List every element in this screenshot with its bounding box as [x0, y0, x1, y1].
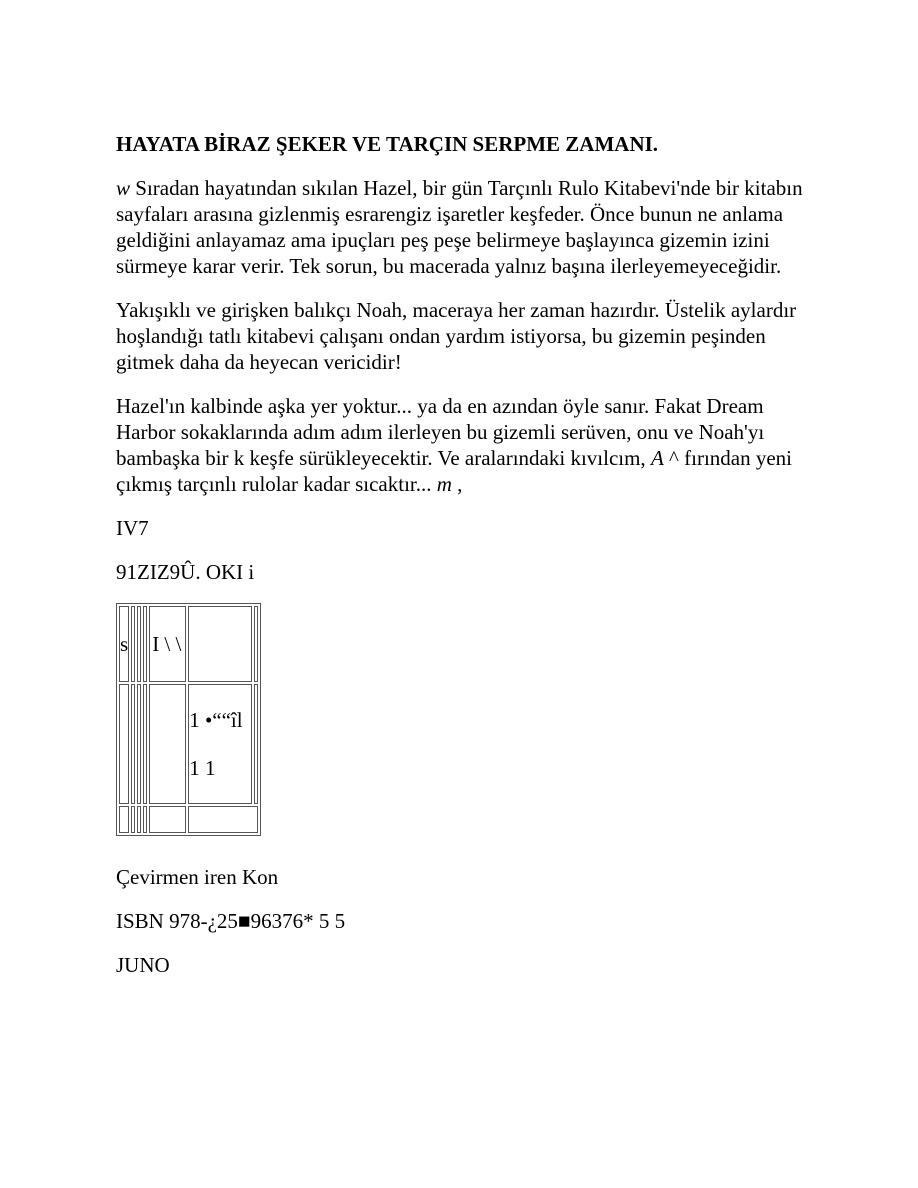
barcode-table	[116, 603, 261, 836]
table-cell: I \ \	[149, 606, 186, 682]
paragraph-2: Yakışıklı ve girişken balıkçı Noah, maceraya her zaman hazırdır. Üstelik aylardır hoşlandığı tatlı kitabevi çalışanı ondan yardım istiyorsa, bu gizemin peşinden gitmek daha da heyecan vericidir!	[116, 298, 797, 374]
headline: HAYATA BİRAZ ŞEKER VE TARÇIN SERPME ZAMANI.	[116, 132, 659, 156]
back-cover-text	[116, 131, 816, 996]
translator-line: Çevirmen iren Kon	[116, 865, 279, 889]
table-cell: s	[119, 606, 129, 682]
line-iv7: IV7	[116, 516, 149, 540]
ocr-artifact: w	[116, 176, 131, 200]
paragraph-3: Hazel'ın kalbinde aşka yer yoktur... ya da en azından öyle sanır. Fakat Dream Harbor sokaklarında adım adım ilerleyen bu gizemli serüven, onu ve Noah'yı bambaşka bir k keşfe sürükleyecektir. Ve aralarındaki kıvılcım, A ^ fırından yeni çıkmış tarçınlı rulolar kadar sıcaktır... m ,	[116, 394, 793, 496]
publisher-name: JUNO	[116, 953, 170, 977]
table-cell: 1 •““îl 1 1	[188, 684, 252, 804]
line-code: 91ZIZ9Û. OKI i	[116, 560, 255, 584]
paragraph-1: w Sıradan hayatından sıkılan Hazel, bir gün Tarçınlı Rulo Kitabevi'nde bir kitabın sayfaları arasına gizlenmiş esrarengiz işaretler keşfeder. Önce bunun ne anlama geldiğini anlayamaz ama ipuçları peş peşe belirmeye başlayınca gizemin izini sürmeye karar verir. Tek sorun, bu macerada yalnız başına ilerleyemeyeceğidir.	[116, 176, 803, 278]
isbn-line: ISBN 978-¿25■96376* 5 5	[116, 909, 346, 933]
